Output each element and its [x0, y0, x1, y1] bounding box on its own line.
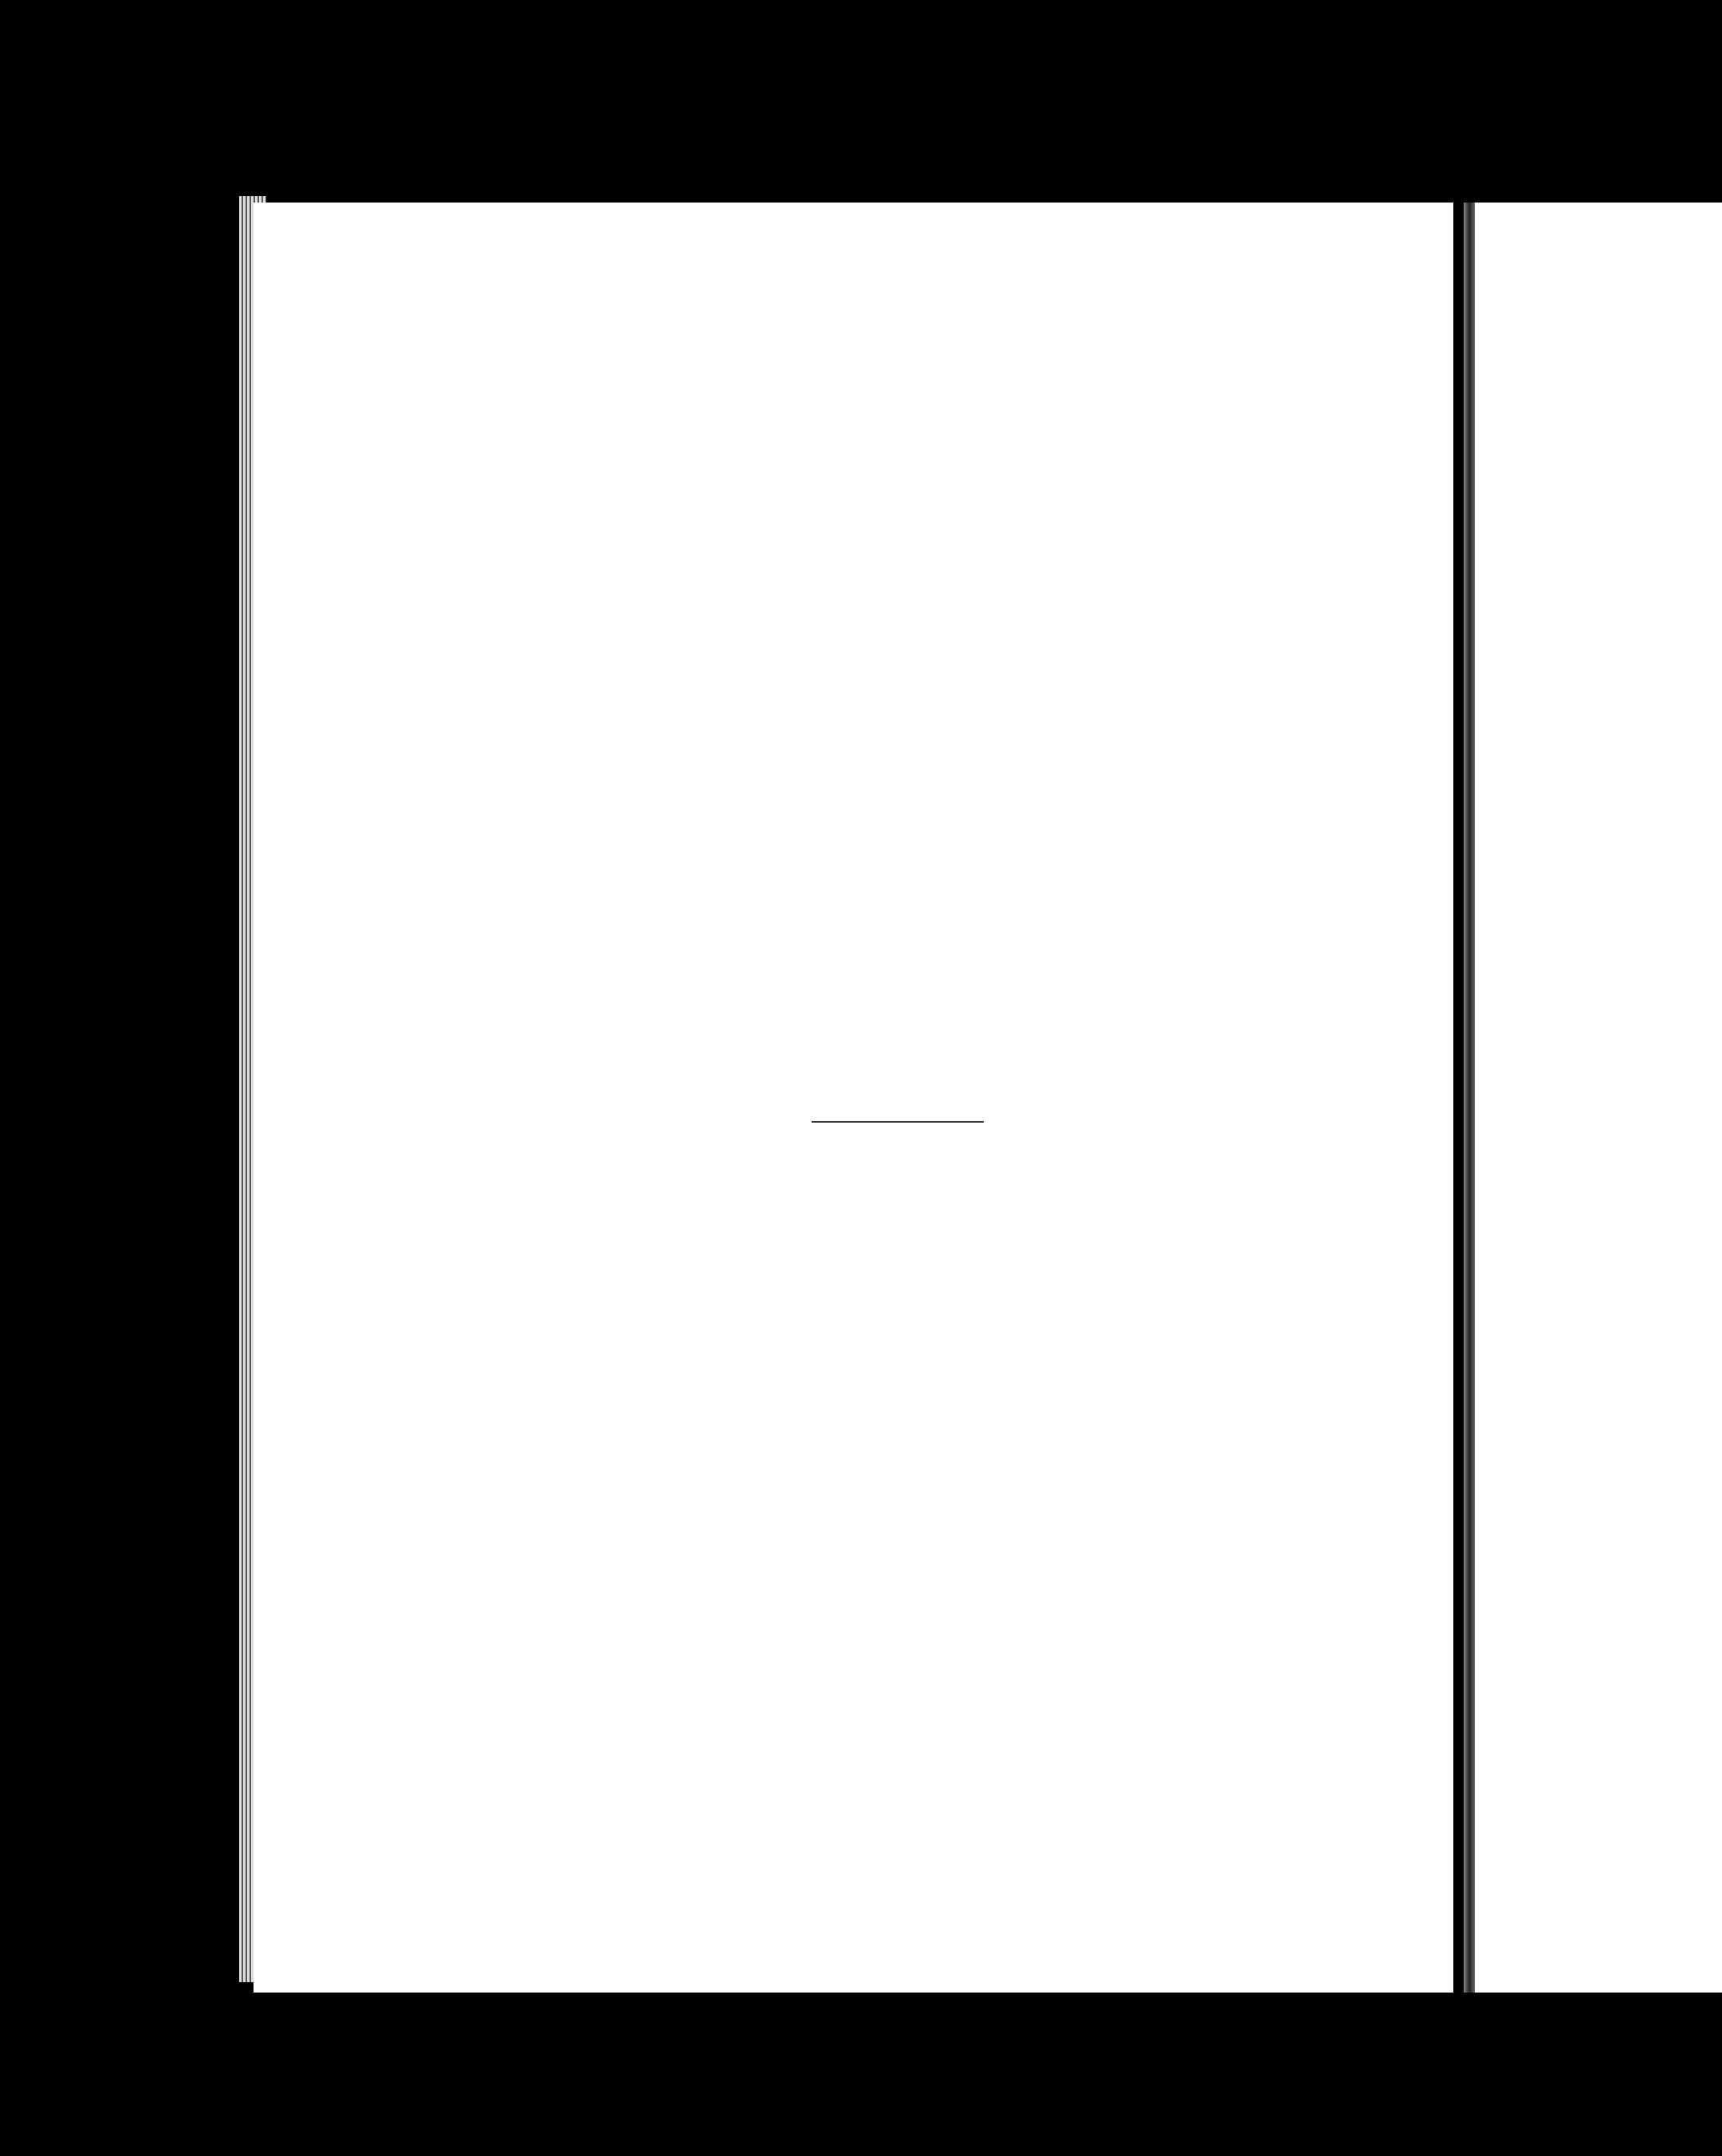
- right-page: [1475, 203, 1722, 1993]
- left-page: [254, 203, 1453, 1993]
- section-divider: [812, 1121, 984, 1123]
- book-gutter: [1464, 203, 1475, 1993]
